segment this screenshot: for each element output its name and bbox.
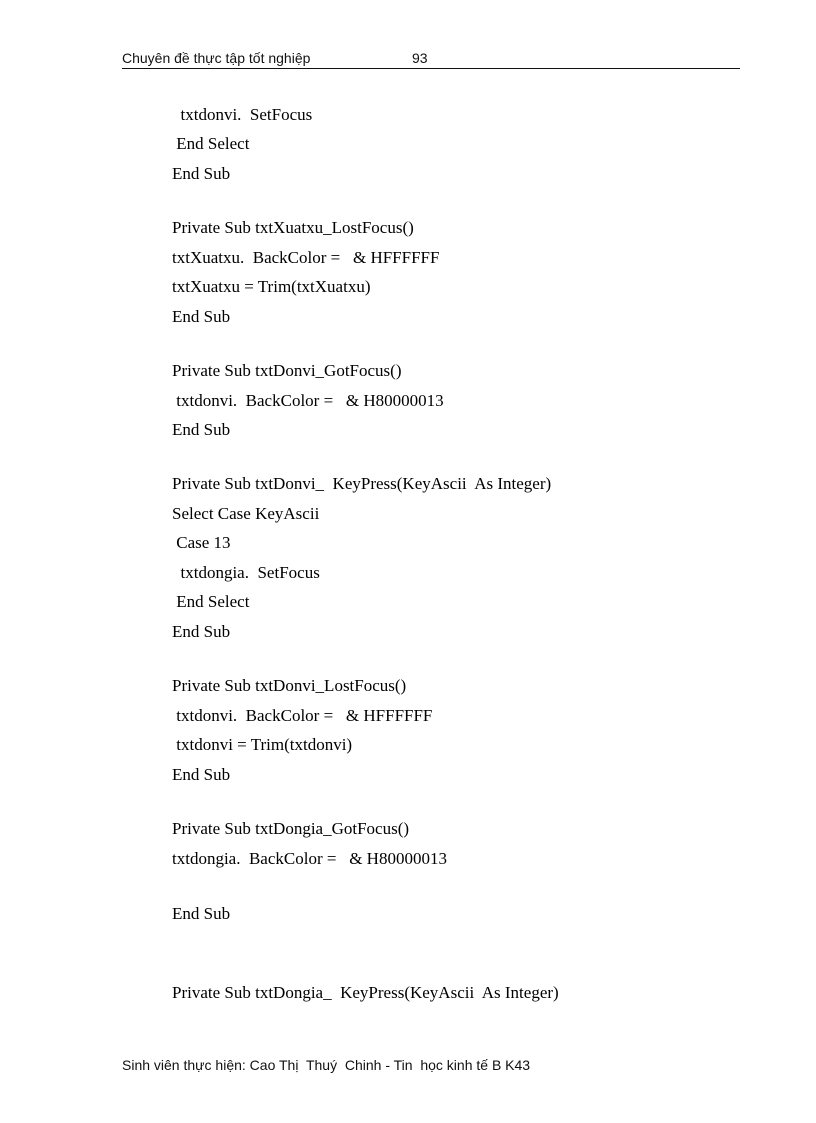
code-line: End Sub xyxy=(172,904,231,923)
code-line: Case 13 xyxy=(172,533,231,552)
code-line: Private Sub txtDonvi_GotFocus() xyxy=(172,361,402,380)
code-line: txtdonvi. BackColor = & HFFFFFF xyxy=(172,706,433,725)
code-line: Private Sub txtDongia_GotFocus() xyxy=(172,819,410,838)
header-divider xyxy=(122,68,740,69)
page-footer: Sinh viên thực hiện: Cao Thị Thuý Chinh - Tin học kinh tế B K43 xyxy=(122,1057,531,1073)
code-line: Private Sub txtDonvi_LostFocus() xyxy=(172,676,407,695)
code-line: txtdonvi. BackColor = & H80000013 xyxy=(172,391,444,410)
code-line: Private Sub txtXuatxu_LostFocus() xyxy=(172,218,414,237)
code-line: End Sub xyxy=(172,164,231,183)
code-line: txtdonvi. SetFocus xyxy=(172,105,313,124)
code-line: End Select xyxy=(172,592,250,611)
code-line: End Sub xyxy=(172,307,231,326)
code-line: Private Sub txtDonvi_ KeyPress(KeyAscii As Integer) xyxy=(172,474,552,493)
code-line: txtXuatxu. BackColor = & HFFFFFF xyxy=(172,248,440,267)
page-header xyxy=(122,48,740,68)
code-line: End Sub xyxy=(172,765,231,784)
code-line: Select Case KeyAscii xyxy=(172,504,320,523)
code-line: txtXuatxu = Trim(txtXuatxu) xyxy=(172,277,371,296)
code-line: txtdonvi = Trim(txtdonvi) xyxy=(172,735,353,754)
code-line: txtdongia. SetFocus xyxy=(172,563,320,582)
header-title: Chuyên đề thực tập tốt nghiệp xyxy=(122,50,311,66)
code-line: End Sub xyxy=(172,420,231,439)
page-number: 93 xyxy=(412,50,428,66)
code-line: txtdongia. BackColor = & H80000013 xyxy=(172,849,447,868)
code-line: End Select xyxy=(172,134,250,153)
code-line: Private Sub txtDongia_ KeyPress(KeyAscii As Integer) xyxy=(172,983,559,1002)
code-line: End Sub xyxy=(172,622,231,641)
